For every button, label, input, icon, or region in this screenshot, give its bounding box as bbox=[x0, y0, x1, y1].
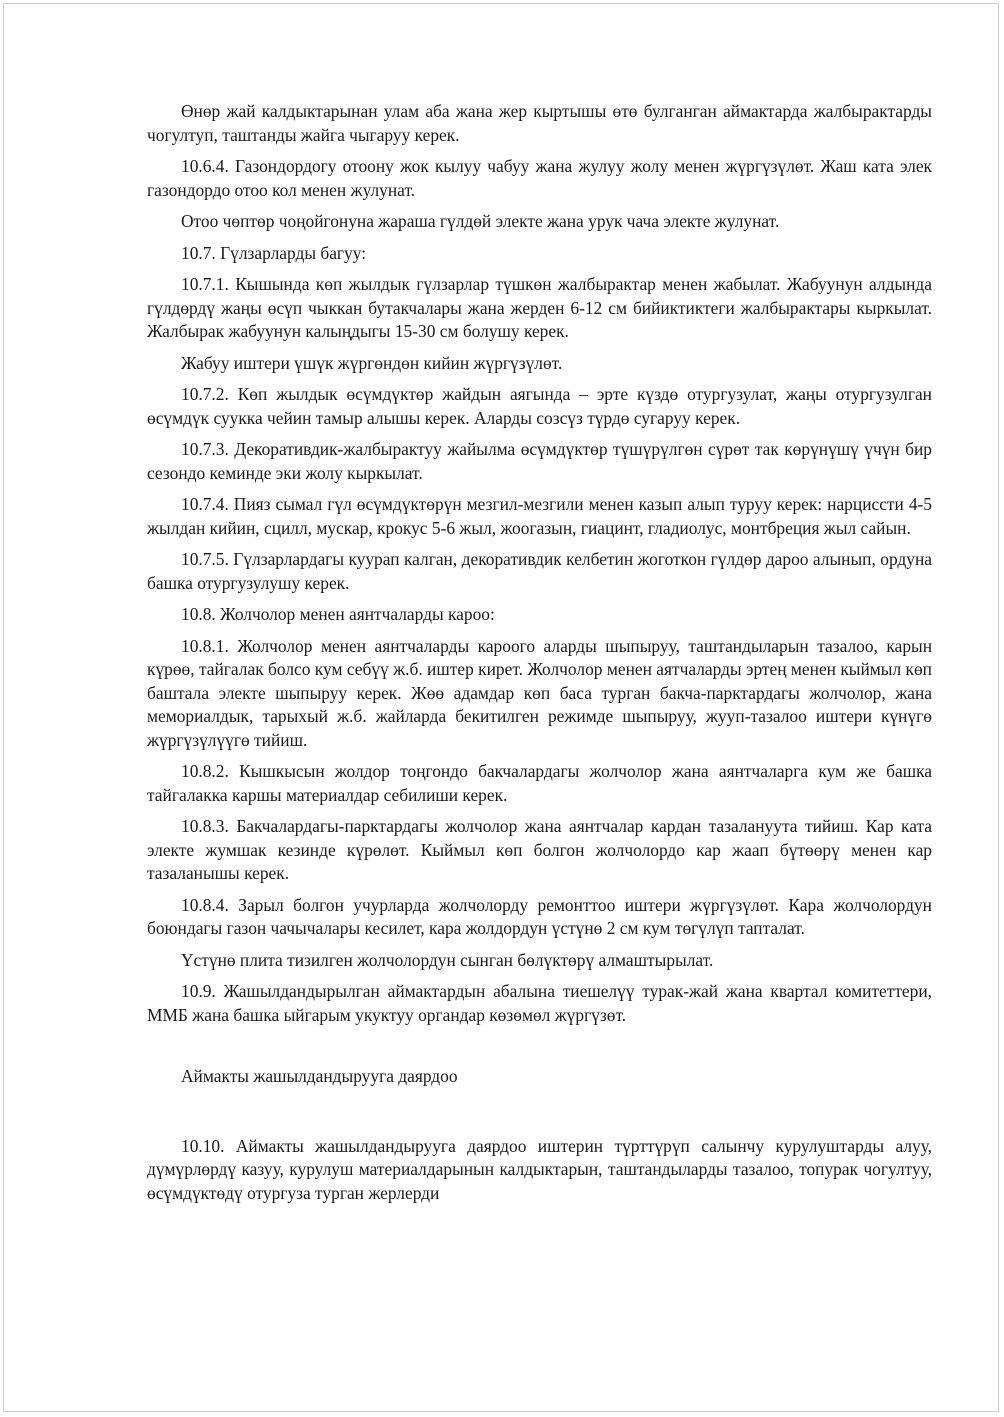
section-heading: Аймакты жашылдандырууга даярдоо bbox=[181, 1066, 458, 1086]
paragraph-10-7-3: 10.7.3. Декоративдик-жалбырактуу жайылма өсүмдүктөр түшүрүлгөн сүрөт так көрүнүшү үчүн бир сезондо кеминде эки жолу кыркылат. bbox=[147, 439, 932, 483]
paragraph-10-7-2: 10.7.2. Көп жылдык өсүмдүктөр жайдын аягында – эрте күздө отургузулат, жаңы отургузулган өсүмдүк суукка чейин тамыр алышы керек. Аларды созсүз түрдө сугаруу керек. bbox=[147, 384, 932, 428]
paragraph-10-7-5: 10.7.5. Гүлзарлардагы куурап калган, декоративдик келбетин жоготкон гүлдөр дароо алынып, ордуна башка отургузулушу керек. bbox=[147, 549, 932, 593]
paragraph-10-8-4: 10.8.4. Зарыл болгон учурларда жолчолорду ремонттоо иштери жүргүзүлөт. Кара жолчолордун боюндагы газон чачычалары кесилет, кара жолдордун үстүнө 2 см кум төгүлүп тапталат. bbox=[147, 894, 932, 938]
paragraph-10-8: 10.8. Жолчолор менен аянтчаларды кароо: bbox=[181, 604, 495, 624]
paragraph-covering: Жабуу иштери үшүк жүргөндөн кийин жүргүзүлөт. bbox=[181, 352, 563, 373]
paragraph-10-8-3: 10.8.3. Бакчалардагы-парктардагы жолчолор жана аянтчалар кардан тазалануута тийиш. Кар ката электе жумшак кезинде күрөлөт. Кыймыл көп болгон жолчолордо кар жаап бүтөөрү менен кар тазаланышы керек. bbox=[147, 816, 932, 883]
paragraph-10-9: 10.9. Жашылдандырылган аймактардын абалына тиешелүү турак-жай жана квартал комитеттери, ММБ жана башка ыйгарым укуктуу органдар көзөмөл жүргүзөт. bbox=[147, 981, 932, 1025]
document-body bbox=[147, 100, 932, 1213]
paragraph-10-10: 10.10. Аймакты жашылдандырууга даярдоо иштерин түрттүрүп салынчу курулуштарды алуу, дүмүрлөрдү казуу, курулуш материалдарынын калдыктарын, таштандыларды тазалоо, топурак чогултуу, өсүмдүктөдү отургуза турган жерлерди bbox=[147, 1135, 932, 1203]
paragraph-10-7-1: 10.7.1. Кышында көп жылдык гүлзарлар түшкөн жалбырактар менен жабылат. Жабуунун алдында гүлдөрдү жаңы өсүп чыккан бутакчалары жана жерден 6-12 см бийиктиктеги жалбырактары кыркылат. Жалбырак жабуунун калыңдыгы 15-30 см болушу керек. bbox=[147, 274, 932, 341]
paragraph-10-7: 10.7. Гүлзарларды багуу: bbox=[181, 242, 367, 263]
paragraph-weeds: Отоо чөптөр чоңойгонуна жараша гүлдөй электе жана урук чача электе жулунат. bbox=[181, 211, 780, 231]
paragraph-1: Өнөр жай калдыктарынан улам аба жана жер кыртышы өтө булганган аймактарда жалбырактарды чогултуп, таштанды жайга чыгаруу керек. bbox=[147, 101, 932, 145]
paragraph-slabs: Үстүнө плита тизилген жолчолордун сынган бөлүктөрү алмаштырылат. bbox=[181, 949, 714, 970]
paragraph-10-8-1: 10.8.1. Жолчолор менен аянтчаларды кароого аларды шыпыруу, таштандыларын тазалоо, карын күрөө, тайгалак болсо кум себүү ж.б. иштер кирет. Жолчолор менен аятчаларды эртең менен кыймыл көп баштала электе шыпыруу керек. Жөө адамдар көп баса турган бакча-парктардагы жолчолор, жана мемориалдык, тарыхый ж.б. жайларда бекитилген режимде шыпыруу, жууп-тазалоо иштери күнүгө жүргүзүлүүгө тийиш. bbox=[147, 635, 932, 750]
document-page bbox=[3, 3, 999, 1412]
paragraph-10-6-4: 10.6.4. Газондордогу отоону жок кылуу чабуу жана жулуу жолу менен жүргүзүлөт. Жаш ката элек газондордо отоо кол менен жулунат. bbox=[147, 156, 932, 200]
paragraph-10-8-2: 10.8.2. Кышкысын жолдор тоңгондо бакчалардагы жолчолор жана аянтчаларга кум же башка тайгалакка каршы материалдар себилиши керек. bbox=[147, 761, 932, 805]
paragraph-10-7-4: 10.7.4. Пияз сымал гүл өсүмдүктөрүн мезгил-мезгили менен казып алып туруу керек: нарциссти 4-5 жылдан кийин, сцилл, мускар, крокус 5-6 жыл, жоогазын, гиацинт, гладиолус, монтбреция жыл сайын. bbox=[147, 494, 932, 538]
